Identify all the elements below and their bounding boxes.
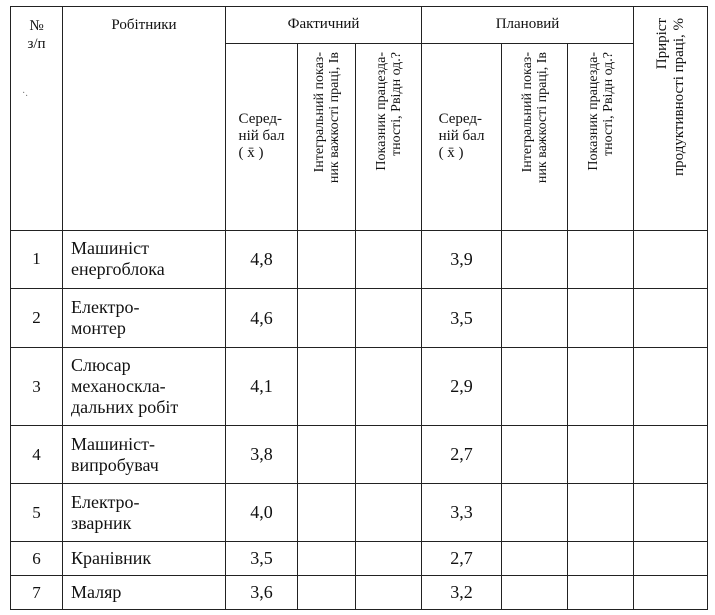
row-planned-integral [502, 483, 568, 541]
table-row [11, 426, 708, 483]
row-planned-performance [568, 230, 634, 288]
actual-integral-header [298, 43, 356, 230]
row-planned-avg: 2,9 [422, 348, 502, 426]
row-num: 2 [11, 289, 63, 348]
row-planned-integral [502, 348, 568, 426]
row-actual-performance [356, 348, 422, 426]
row-worker: Електро- зварник [63, 483, 226, 541]
row-actual-avg: 4,0 [226, 483, 298, 541]
row-planned-performance [568, 289, 634, 348]
row-worker: Слюсар механоскла- дальних робіт [63, 348, 226, 426]
row-planned-performance [568, 483, 634, 541]
row-actual-integral [298, 348, 356, 426]
table-row [11, 576, 708, 610]
row-actual-integral [298, 483, 356, 541]
row-actual-performance [356, 483, 422, 541]
row-actual-avg: 3,5 [226, 542, 298, 576]
table-row [11, 348, 708, 426]
growth-header-label: Приріст продуктивності праці, % [653, 18, 687, 177]
row-planned-integral [502, 230, 568, 288]
row-worker: Машиніст енергоблока [63, 230, 226, 288]
row-growth [634, 576, 708, 610]
table-row [11, 483, 708, 541]
planned-performance-header [568, 43, 634, 230]
row-planned-performance [568, 426, 634, 483]
row-planned-avg: 3,5 [422, 289, 502, 348]
row-actual-integral [298, 576, 356, 610]
row-growth [634, 542, 708, 576]
row-actual-performance [356, 426, 422, 483]
row-actual-performance [356, 542, 422, 576]
table-row [11, 289, 708, 348]
row-planned-performance [568, 348, 634, 426]
row-actual-avg: 3,6 [226, 576, 298, 610]
actual-integral-label: Інтегральний показ- ник важкості праці, Iв [311, 51, 342, 183]
row-actual-performance [356, 230, 422, 288]
row-actual-integral [298, 230, 356, 288]
row-planned-performance [568, 576, 634, 610]
row-planned-avg: 3,2 [422, 576, 502, 610]
row-growth [634, 289, 708, 348]
row-worker: Електро- монтер [63, 289, 226, 348]
row-planned-avg: 2,7 [422, 426, 502, 483]
row-actual-performance [356, 289, 422, 348]
row-actual-avg: 4,6 [226, 289, 298, 348]
row-actual-integral [298, 289, 356, 348]
row-worker: Машиніст- випробувач [63, 426, 226, 483]
planned-integral-header [502, 43, 568, 230]
row-num: 3 [11, 348, 63, 426]
actual-performance-header [356, 43, 422, 230]
actual-avg-score-label: Серед- ній бал ( x̄ ) [238, 111, 285, 162]
row-planned-integral [502, 576, 568, 610]
growth-header [634, 7, 708, 231]
row-num: 4 [11, 426, 63, 483]
planned-performance-label: Показник працезда- тності, Pвідн од.? [585, 51, 616, 171]
row-planned-integral [502, 426, 568, 483]
row-planned-performance [568, 542, 634, 576]
row-actual-integral [298, 426, 356, 483]
planned-integral-label: Інтегральний показ- ник важкості праці, Iв [519, 51, 550, 183]
row-worker: Маляр [63, 576, 226, 610]
row-planned-avg: 3,9 [422, 230, 502, 288]
table-row [11, 230, 708, 288]
workers-header: Робітники [63, 7, 226, 231]
row-growth [634, 483, 708, 541]
planned-header: Плановий [422, 7, 634, 44]
planned-avg-score-header [422, 43, 502, 230]
actual-avg-score-header [226, 43, 298, 230]
row-actual-performance [356, 576, 422, 610]
actual-performance-label: Показник працезда- тності, Pвідн од.? [373, 51, 404, 171]
row-num: 1 [11, 230, 63, 288]
row-growth [634, 348, 708, 426]
row-planned-avg: 3,3 [422, 483, 502, 541]
row-growth [634, 426, 708, 483]
actual-header: Фактичний [226, 7, 422, 44]
row-actual-integral [298, 542, 356, 576]
row-planned-integral [502, 289, 568, 348]
row-worker: Кранівник [63, 542, 226, 576]
labor-productivity-table [10, 6, 708, 610]
row-planned-avg: 2,7 [422, 542, 502, 576]
num-header [11, 7, 63, 231]
planned-avg-score-label: Серед- ній бал ( x̄ ) [438, 111, 485, 162]
row-num: 5 [11, 483, 63, 541]
row-actual-avg: 3,8 [226, 426, 298, 483]
row-actual-avg: 4,8 [226, 230, 298, 288]
num-header-label: № з/п [27, 18, 46, 52]
scan-artifact: ·. [22, 88, 28, 99]
row-num: 7 [11, 576, 63, 610]
row-actual-avg: 4,1 [226, 348, 298, 426]
row-num: 6 [11, 542, 63, 576]
table-row [11, 542, 708, 576]
row-planned-integral [502, 542, 568, 576]
row-growth [634, 230, 708, 288]
